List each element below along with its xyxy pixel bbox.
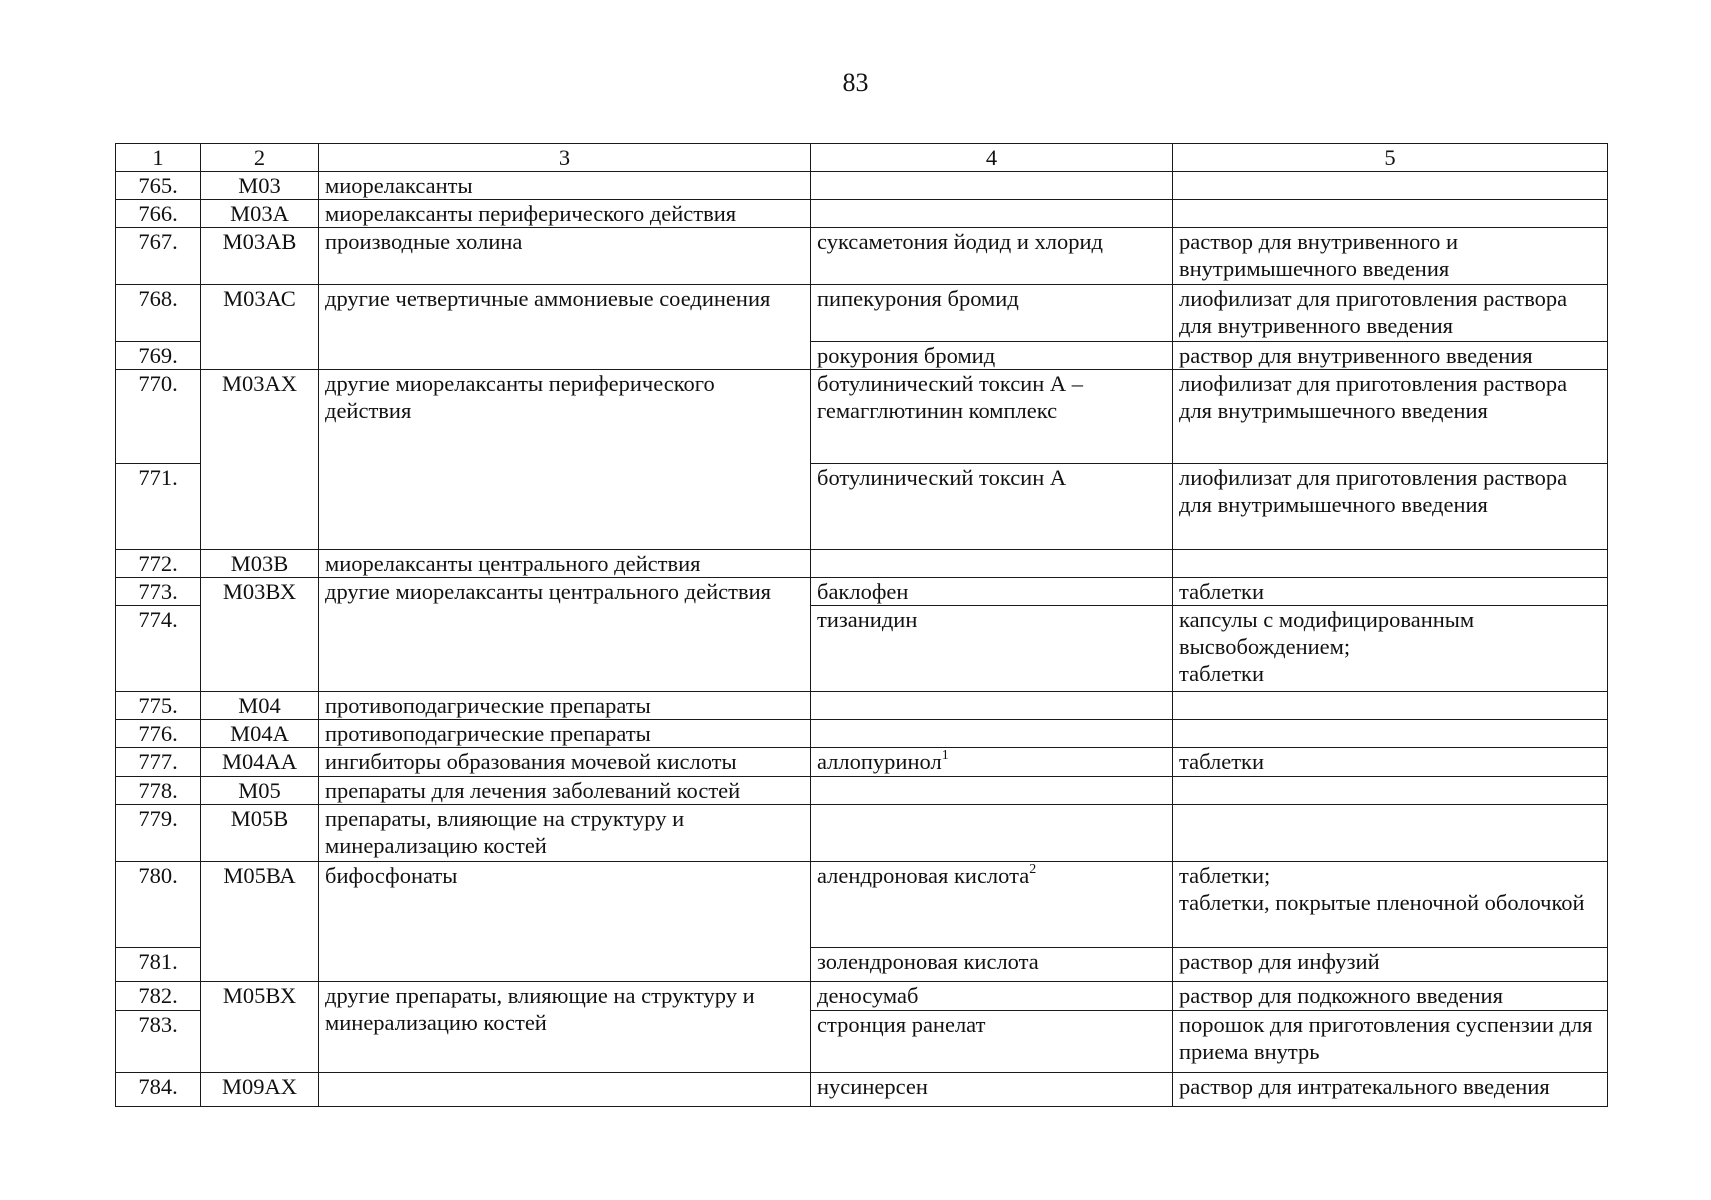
dosage-form: раствор для интратекального введения [1179, 1074, 1550, 1099]
dosage-forms [1173, 172, 1608, 200]
dosage-form: раствор для внутривенного введения [1179, 343, 1533, 368]
table-row [116, 578, 1608, 606]
dosage-forms [1173, 578, 1608, 606]
dosage-forms [1173, 720, 1608, 748]
dosage-forms [1173, 948, 1608, 982]
dosage-forms [1173, 1073, 1608, 1107]
drug-name-text: алендроновая кислота [817, 863, 1030, 888]
group-name: бифосфонаты [319, 862, 811, 982]
dosage-forms [1173, 200, 1608, 228]
drug-name: нусинерсен [811, 1073, 1173, 1107]
group-name: другие миорелаксанты периферического действия [319, 370, 811, 550]
atc-code: М05В [201, 805, 319, 862]
row-number: 765. [116, 172, 201, 200]
drug-name: деносумаб [811, 982, 1173, 1011]
row-number: 774. [116, 606, 201, 692]
row-number: 771. [116, 464, 201, 550]
dosage-form: порошок для приготовления суспензии для приема внутрь [1179, 1012, 1593, 1064]
row-number: 784. [116, 1073, 201, 1107]
drug-name [811, 805, 1173, 862]
group-name: противоподагрические препараты [319, 720, 811, 748]
table-row [116, 1073, 1608, 1107]
group-name: препараты для лечения заболеваний костей [319, 777, 811, 805]
table-row [116, 748, 1608, 777]
group-name: другие миорелаксанты центрального действия [319, 578, 811, 692]
table-row [116, 285, 1608, 342]
dosage-forms [1173, 748, 1608, 777]
drug-name: ботулинический токсин А – гемагглютинин комплекс [811, 370, 1173, 464]
atc-code: М03В [201, 550, 319, 578]
atc-code: М03 [201, 172, 319, 200]
atc-code: М03ВХ [201, 578, 319, 692]
table-row [116, 862, 1608, 948]
drug-name [811, 720, 1173, 748]
group-name [319, 1073, 811, 1107]
drug-name: суксаметония йодид и хлорид [811, 228, 1173, 285]
group-name: миорелаксанты периферического действия [319, 200, 811, 228]
atc-code: М03А [201, 200, 319, 228]
drug-name: тизанидин [811, 606, 1173, 692]
table-row [116, 720, 1608, 748]
atc-code: М09АХ [201, 1073, 319, 1107]
table-row [116, 200, 1608, 228]
drug-name [811, 862, 1173, 948]
footnote-marker: 1 [941, 747, 949, 763]
table-row [116, 805, 1608, 862]
drug-name [811, 550, 1173, 578]
row-number: 778. [116, 777, 201, 805]
atc-code: М03АХ [201, 370, 319, 550]
table-row [116, 228, 1608, 285]
row-number: 779. [116, 805, 201, 862]
drug-name: рокурония бромид [811, 342, 1173, 370]
dosage-form: раствор для инфузий [1179, 949, 1380, 974]
row-number: 770. [116, 370, 201, 464]
dosage-forms [1173, 862, 1608, 948]
dosage-form: таблетки; [1179, 863, 1271, 888]
row-number: 776. [116, 720, 201, 748]
dosage-form: лиофилизат для приготовления раствора для внутримышечного введения [1179, 371, 1568, 423]
group-name: производные холина [319, 228, 811, 285]
dosage-forms [1173, 777, 1608, 805]
row-number: 780. [116, 862, 201, 948]
drug-name: пипекурония бромид [811, 285, 1173, 342]
row-number: 775. [116, 692, 201, 720]
header-col-5: 5 [1173, 144, 1608, 172]
dosage-form: таблетки [1179, 749, 1265, 774]
atc-code: М04АА [201, 748, 319, 777]
dosage-form: раствор для внутривенного и внутримышечного введения [1179, 229, 1459, 281]
row-number: 777. [116, 748, 201, 777]
dosage-forms [1173, 1011, 1608, 1073]
dosage-forms [1173, 550, 1608, 578]
header-col-2: 2 [201, 144, 319, 172]
header-col-4: 4 [811, 144, 1173, 172]
dosage-form: таблетки, покрытые пленочной оболочкой [1179, 890, 1585, 915]
group-name: противоподагрические препараты [319, 692, 811, 720]
atc-code: М03АС [201, 285, 319, 370]
group-name: другие четвертичные аммониевые соединения [319, 285, 811, 370]
drug-name [811, 748, 1173, 777]
row-number: 768. [116, 285, 201, 342]
row-number: 769. [116, 342, 201, 370]
drug-name: стронция ранелат [811, 1011, 1173, 1073]
drug-name [811, 172, 1173, 200]
atc-code: М04 [201, 692, 319, 720]
drug-name-text: аллопуринол [817, 749, 942, 774]
dosage-form: раствор для подкожного введения [1179, 983, 1503, 1008]
group-name: препараты, влияющие на структуру и минерализацию костей [319, 805, 811, 862]
dosage-forms [1173, 464, 1608, 550]
atc-code: М05 [201, 777, 319, 805]
group-name: ингибиторы образования мочевой кислоты [319, 748, 811, 777]
row-number: 782. [116, 982, 201, 1011]
table-header-row [116, 144, 1608, 172]
dosage-form: лиофилизат для приготовления раствора для внутривенного введения [1179, 286, 1568, 338]
group-name: миорелаксанты [319, 172, 811, 200]
group-name: другие препараты, влияющие на структуру и минерализацию костей [319, 982, 811, 1073]
header-col-1: 1 [116, 144, 201, 172]
drug-name [811, 692, 1173, 720]
dosage-form: капсулы с модифицированным высвобождением; [1179, 607, 1475, 659]
dosage-forms [1173, 805, 1608, 862]
atc-code: М05ВА [201, 862, 319, 982]
dosage-forms [1173, 692, 1608, 720]
header-col-3: 3 [319, 144, 811, 172]
dosage-forms [1173, 606, 1608, 692]
row-number: 773. [116, 578, 201, 606]
dosage-forms [1173, 982, 1608, 1011]
row-number: 772. [116, 550, 201, 578]
table-row [116, 172, 1608, 200]
drug-name [811, 200, 1173, 228]
dosage-forms [1173, 228, 1608, 285]
page-number: 83 [842, 68, 869, 97]
dosage-forms [1173, 285, 1608, 342]
table-row [116, 550, 1608, 578]
drug-name [811, 777, 1173, 805]
dosage-forms [1173, 370, 1608, 464]
drug-name: баклофен [811, 578, 1173, 606]
table-row [116, 692, 1608, 720]
dosage-form: таблетки [1179, 579, 1265, 604]
row-number: 766. [116, 200, 201, 228]
drug-name: золендроновая кислота [811, 948, 1173, 982]
table-row [116, 777, 1608, 805]
row-number: 781. [116, 948, 201, 982]
row-number: 767. [116, 228, 201, 285]
dosage-forms [1173, 342, 1608, 370]
dosage-form: лиофилизат для приготовления раствора для внутримышечного введения [1179, 465, 1568, 517]
table-row [116, 370, 1608, 464]
atc-code: М03АВ [201, 228, 319, 285]
drug-name: ботулинический токсин А [811, 464, 1173, 550]
row-number: 783. [116, 1011, 201, 1073]
atc-code: М04А [201, 720, 319, 748]
drug-list-table [115, 143, 1608, 1107]
dosage-form: таблетки [1179, 661, 1265, 686]
group-name: миорелаксанты центрального действия [319, 550, 811, 578]
atc-code: М05ВХ [201, 982, 319, 1073]
footnote-marker: 2 [1029, 861, 1037, 877]
table-row [116, 982, 1608, 1011]
